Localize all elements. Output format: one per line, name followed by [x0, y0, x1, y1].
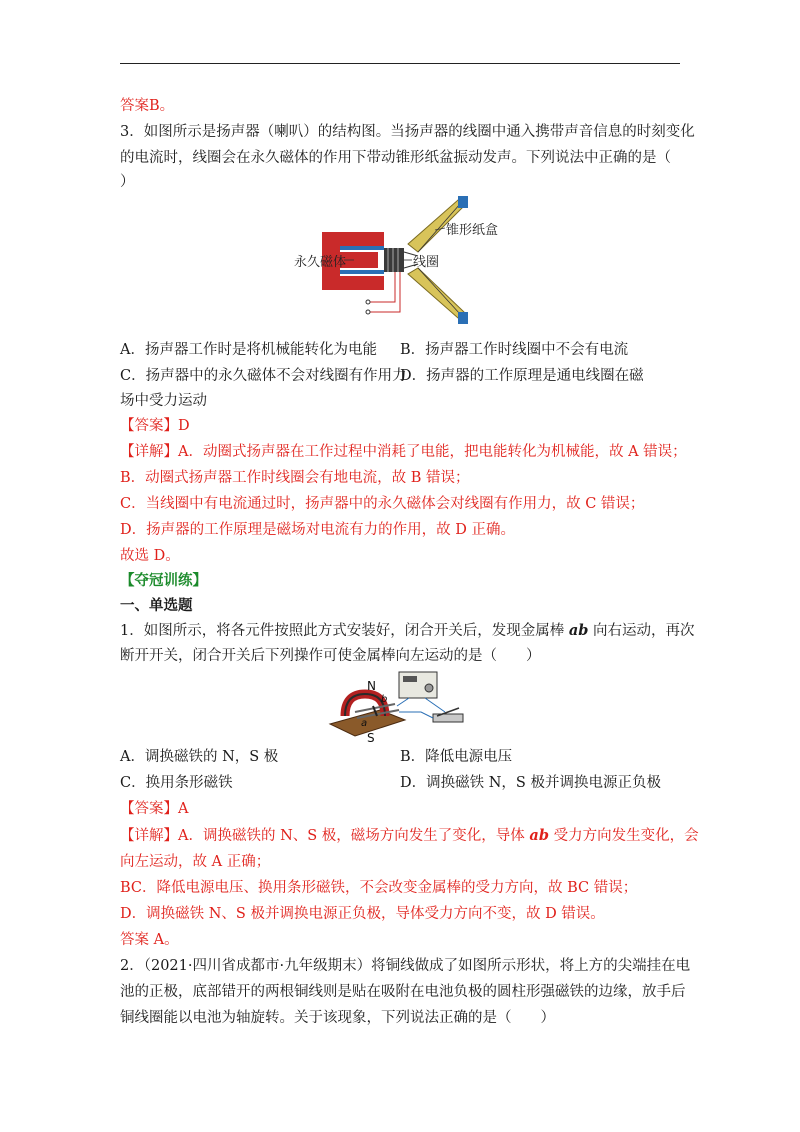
q3-option-b: B．扬声器工作时线圈中不会有电流 [400, 342, 629, 358]
q3-detail-1 [120, 442, 687, 462]
speaker-diagram [294, 192, 500, 332]
q1-answer [120, 799, 188, 819]
q1-stem-line2: 断开开关，闭合开关后下列操作可使金属棒向左运动的是（ ） [120, 648, 541, 664]
answer-tag: 【答案】 [120, 801, 178, 817]
q3-stem-line1: 3．如图所示是扬声器（喇叭）的结构图。当扬声器的线圈中通入携带声音信息的时刻变化 [120, 124, 695, 140]
b-label: b [381, 694, 388, 705]
q1-stem-var: ab [568, 622, 589, 639]
q1-option-b: B．降低电源电压 [400, 749, 513, 765]
q3-conclusion: 故选 D。 [120, 548, 180, 564]
detail-text-b: 受力方向发生变化，会 [548, 828, 699, 844]
q1-option-a: A．调换磁铁的 N，S 极 [120, 749, 279, 765]
q1-stem-line1 [120, 621, 695, 641]
answer-value: D [178, 418, 190, 434]
q2-stem-line3: 铜线圈能以电池为轴旋转。关于该现象，下列说法正确的是（ ） [120, 1010, 555, 1026]
detail-text-a: A．调换磁铁的 N、S 极，磁场方向发生了变化，导体 [178, 828, 530, 844]
section-title: 【夺冠训练】 [120, 572, 207, 589]
coil-label: 线圈 [413, 255, 440, 270]
detail-tag: 【详解】 [120, 444, 178, 460]
previous-answer: 答案B。 [120, 98, 175, 114]
q1-conclusion: 答案 A。 [120, 932, 179, 948]
q1-detail-3: BC．降低电源电压、换用条形磁铁，不会改变金属棒的受力方向，故 BC 错误； [120, 880, 638, 896]
q3-detail-2: B．动圈式扬声器工作时线圈会有地电流，故 B 错误； [120, 470, 470, 486]
answer-value: A [178, 801, 189, 817]
south-label: S [367, 731, 375, 745]
q2-stem-line1: 2．（2021·四川省成都市·九年级期末）将铜线做成了如图所示形状，将上方的尖端挂在电 [120, 958, 691, 974]
q2-stem-line2: 池的正极，底部错开的两根铜线则是贴在吸附在电池负极的圆柱形强磁铁的边缘，放手后 [120, 984, 686, 1000]
q1-stem-b: 向右运动，再次 [588, 623, 695, 639]
cone-label: 锥形纸盒 [446, 223, 499, 238]
motor-experiment-diagram [325, 666, 475, 745]
detail-text: A．动圈式扬声器在工作过程中消耗了电能，把电能转化为机械能，故 A 错误； [178, 444, 687, 460]
q1-option-d: D．调换磁铁 N，S 极并调换电源正负极 [400, 775, 661, 791]
q3-stem-line3: ） [120, 174, 135, 190]
q3-detail-3: C．当线圈中有电流通过时，扬声器中的永久磁体会对线圈有作用力，故 C 错误； [120, 496, 645, 512]
answer-tag: 【答案】 [120, 418, 178, 434]
q1-detail-2: 向左运动，故 A 正确； [120, 854, 271, 870]
q1-detail-4: D．调换磁铁 N、S 极并调换电源正负极，导体受力方向不变，故 D 错误。 [120, 906, 605, 922]
q1-option-c: C．换用条形磁铁 [120, 775, 233, 791]
north-label: N [367, 679, 376, 693]
q3-stem-line2: 的电流时，线圈会在永久磁体的作用下带动锥形纸盆振动发声。下列说法中正确的是（ [120, 150, 671, 166]
q3-option-d: D．扬声器的工作原理是通电线圈在磁 [400, 368, 644, 384]
q3-option-d-cont: 场中受力运动 [120, 393, 207, 409]
detail-tag: 【详解】 [120, 828, 178, 844]
detail-var: ab [529, 827, 549, 844]
magnet-label: 永久磁体 [294, 255, 347, 270]
q3-detail-4: D．扬声器的工作原理是磁场对电流有力的作用，故 D 正确。 [120, 522, 515, 538]
q3-option-a: A．扬声器工作时是将机械能转化为电能 [120, 342, 377, 358]
q3-option-c: C．扬声器中的永久磁体不会对线圈有作用力 [120, 368, 407, 384]
q1-detail-1 [120, 826, 699, 846]
section-heading: 一、单选题 [120, 597, 193, 614]
q3-answer [120, 416, 190, 436]
a-label: a [361, 718, 368, 729]
q1-stem-a: 1．如图所示，将各元件按照此方式安装好，闭合开关后，发现金属棒 [120, 623, 569, 639]
header-rule [120, 63, 680, 64]
